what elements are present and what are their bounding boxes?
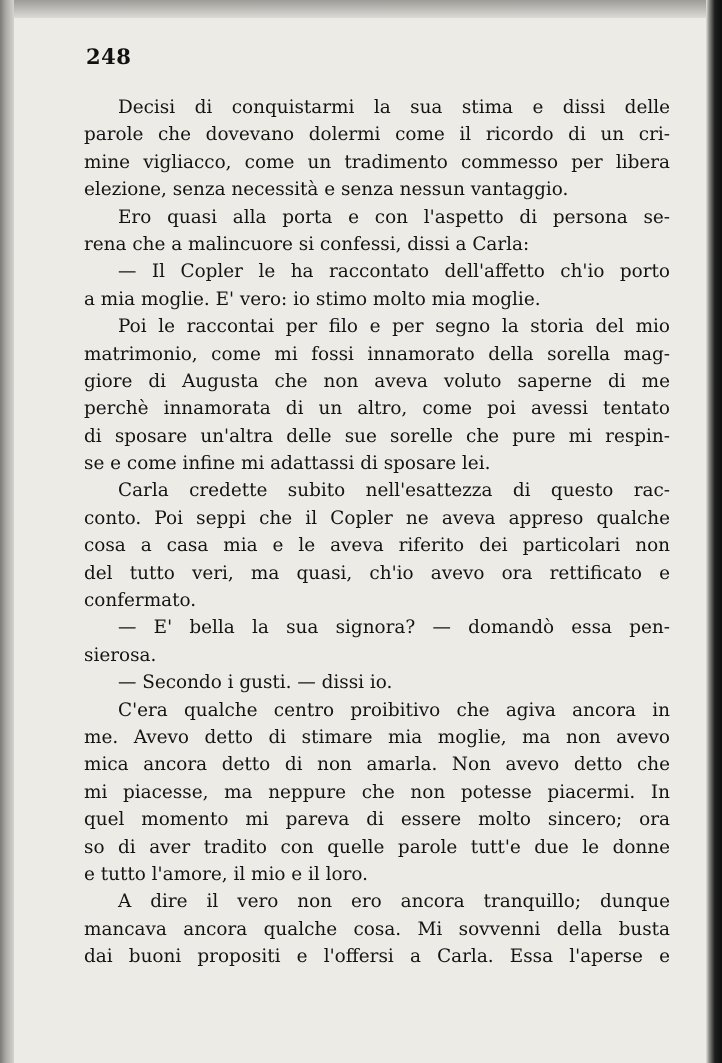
text-line: se e come infine mi adattassi di sposare lei. <box>84 453 491 475</box>
text-line: C'era qualche centro proibitivo che agiva ancora in <box>118 699 670 721</box>
text-line: Poi le raccontai per filo e per segno la storia del mio <box>118 316 670 338</box>
text-line: confermato. <box>84 590 197 612</box>
text-line: mi piacesse, ma neppure che non potesse piacermi. In <box>84 781 670 803</box>
text-line: mica ancora detto di non amarla. Non avevo detto che <box>84 754 670 776</box>
text-line: — Secondo i gusti. — dissi io. <box>118 672 393 694</box>
page-number: 248 <box>86 44 132 69</box>
body-text <box>84 94 670 971</box>
text-line: giore di Augusta che non aveva voluto saperne di me <box>84 370 670 392</box>
text-line: matrimonio, come mi fossi innamorato della sorella mag- <box>84 343 670 365</box>
text-line: parole che dovevano dolermi come il ricordo di un cri- <box>84 124 670 146</box>
text-line: conto. Poi seppi che il Copler ne aveva appreso qualche <box>84 507 670 529</box>
text-line: dai buoni propositi e l'offersi a Carla. Essa l'aperse e <box>84 946 670 968</box>
right-edge-shadow <box>706 0 722 1063</box>
text-line: mine vigliacco, come un tradimento commesso per libera <box>84 151 670 173</box>
text-line: — E' bella la sua signora? — domandò essa pen- <box>118 617 670 639</box>
text-line: di sposare un'altra delle sue sorelle che pure mi respin- <box>84 425 670 447</box>
text-line: — Il Copler le ha raccontato dell'affetto ch'io porto <box>118 261 670 283</box>
text-line: Ero quasi alla porta e con l'aspetto di persona se- <box>118 206 670 228</box>
text-line: A dire il vero non ero ancora tranquillo; dunque <box>118 891 670 913</box>
text-line: del tutto veri, ma quasi, ch'io avevo ora rettificato e <box>84 562 670 584</box>
text-line: elezione, senza necessità e senza nessun vantaggio. <box>84 179 569 201</box>
left-binding-shadow <box>0 0 14 1063</box>
text-line: sierosa. <box>84 644 157 666</box>
text-line: quel momento mi pareva di essere molto sincero; ora <box>84 809 670 831</box>
text-line: rena che a malincuore si confessi, dissi a Carla: <box>84 233 530 255</box>
text-line: a mia moglie. E' vero: io stimo molto mia moglie. <box>84 288 541 310</box>
text-line: me. Avevo detto di stimare mia moglie, ma non avevo <box>84 726 670 748</box>
text-line: mancava ancora qualche cosa. Mi sovvenni della busta <box>84 918 670 940</box>
top-edge-shadow <box>0 0 722 18</box>
text-line: cosa a casa mia e le aveva riferito dei particolari non <box>84 535 670 557</box>
text-line: Decisi di conquistarmi la sua stima e dissi delle <box>118 97 670 118</box>
text-line: e tutto l'amore, il mio e il loro. <box>84 863 368 885</box>
text-line: so di aver tradito con quelle parole tutt'e due le donne <box>84 836 670 858</box>
text-line: Carla credette subito nell'esattezza di questo rac- <box>118 480 670 502</box>
text-line: perchè innamorata di un altro, come poi avessi tentato <box>84 398 670 420</box>
